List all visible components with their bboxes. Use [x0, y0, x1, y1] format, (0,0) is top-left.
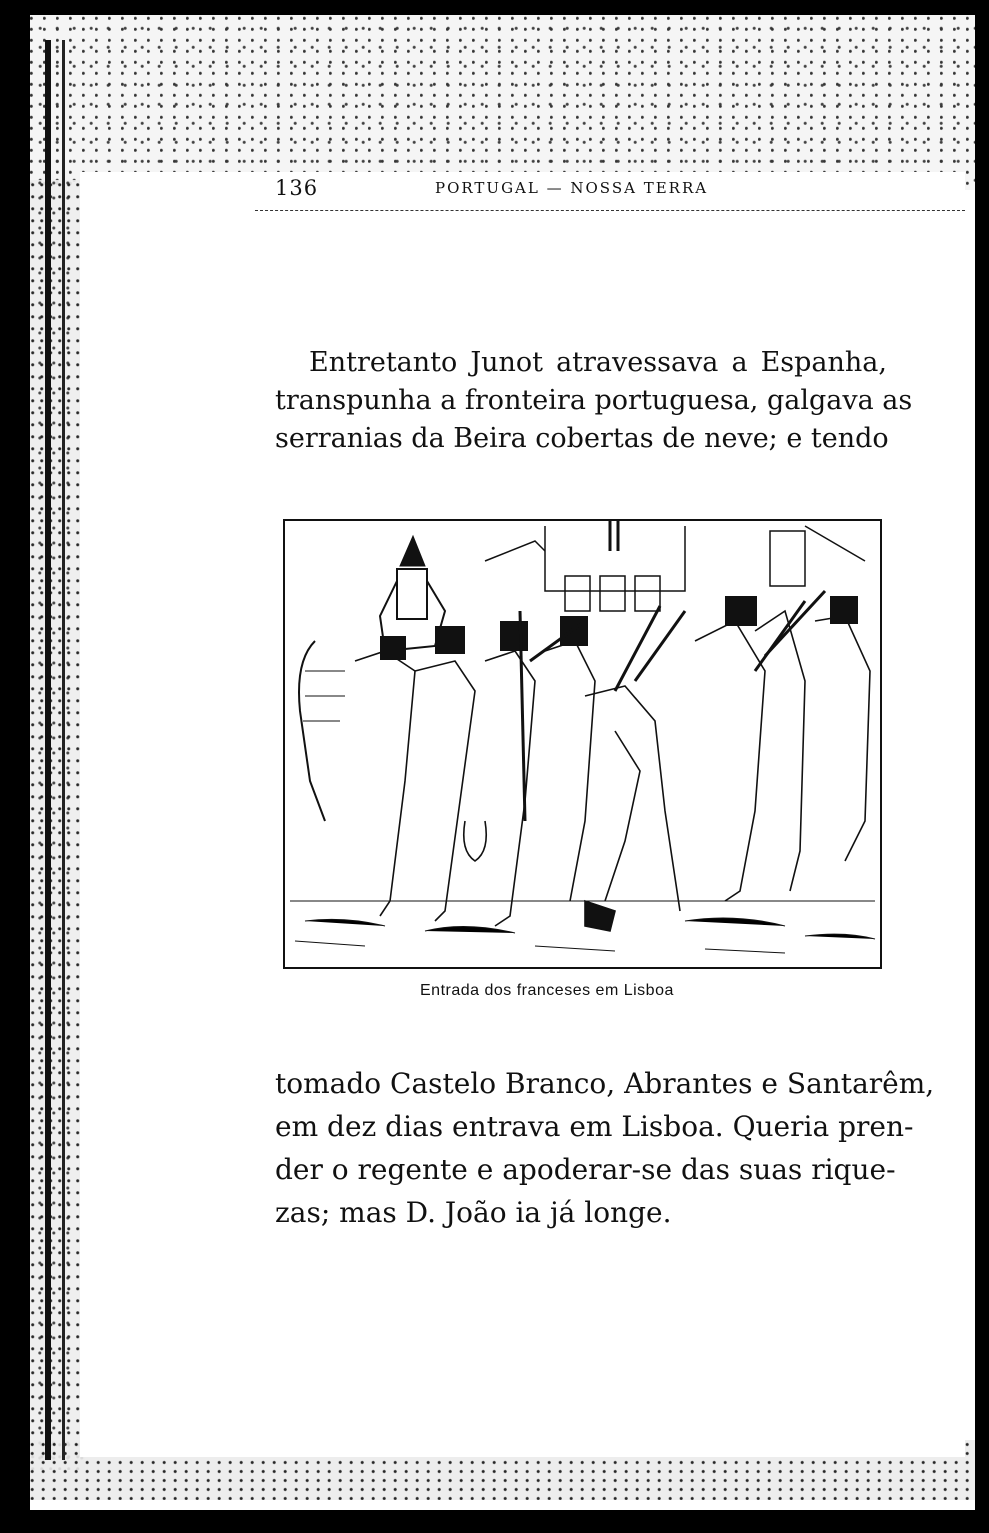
text-line: em dez dias entrava em Lisboa. Queria pren- — [275, 1110, 914, 1143]
book-spine-edge-inner — [62, 40, 65, 1460]
text-line: tomado Castelo Branco, Abrantes e Santarêm, — [275, 1067, 935, 1100]
figure-caption: Entrada dos franceses em Lisboa — [420, 982, 674, 999]
engraving-drawing — [285, 521, 880, 967]
running-head — [275, 176, 965, 206]
paragraph-1 — [275, 344, 913, 458]
paragraph-2 — [275, 1062, 935, 1234]
text-line: serranias da Beira cobertas de neve; e tendo — [275, 423, 889, 454]
page-number: 136 — [275, 176, 319, 200]
book-spine-edge — [45, 40, 51, 1460]
text-line: der o regente e apoderar-se das suas rique- — [275, 1153, 896, 1186]
text-line: transpunha a fronteira portuguesa, galgava as — [275, 385, 913, 416]
engraving-illustration — [283, 519, 882, 969]
scan-noise-left — [30, 180, 85, 1470]
running-title: PORTUGAL — NOSSA TERRA — [435, 179, 709, 197]
text-line: zas; mas D. João ia já longe. — [275, 1196, 672, 1229]
book-page — [80, 172, 965, 1457]
scan-noise-top — [30, 15, 975, 190]
text-line: Entretanto Junot atravessava a Espanha, — [309, 347, 887, 378]
header-rule — [255, 210, 965, 211]
